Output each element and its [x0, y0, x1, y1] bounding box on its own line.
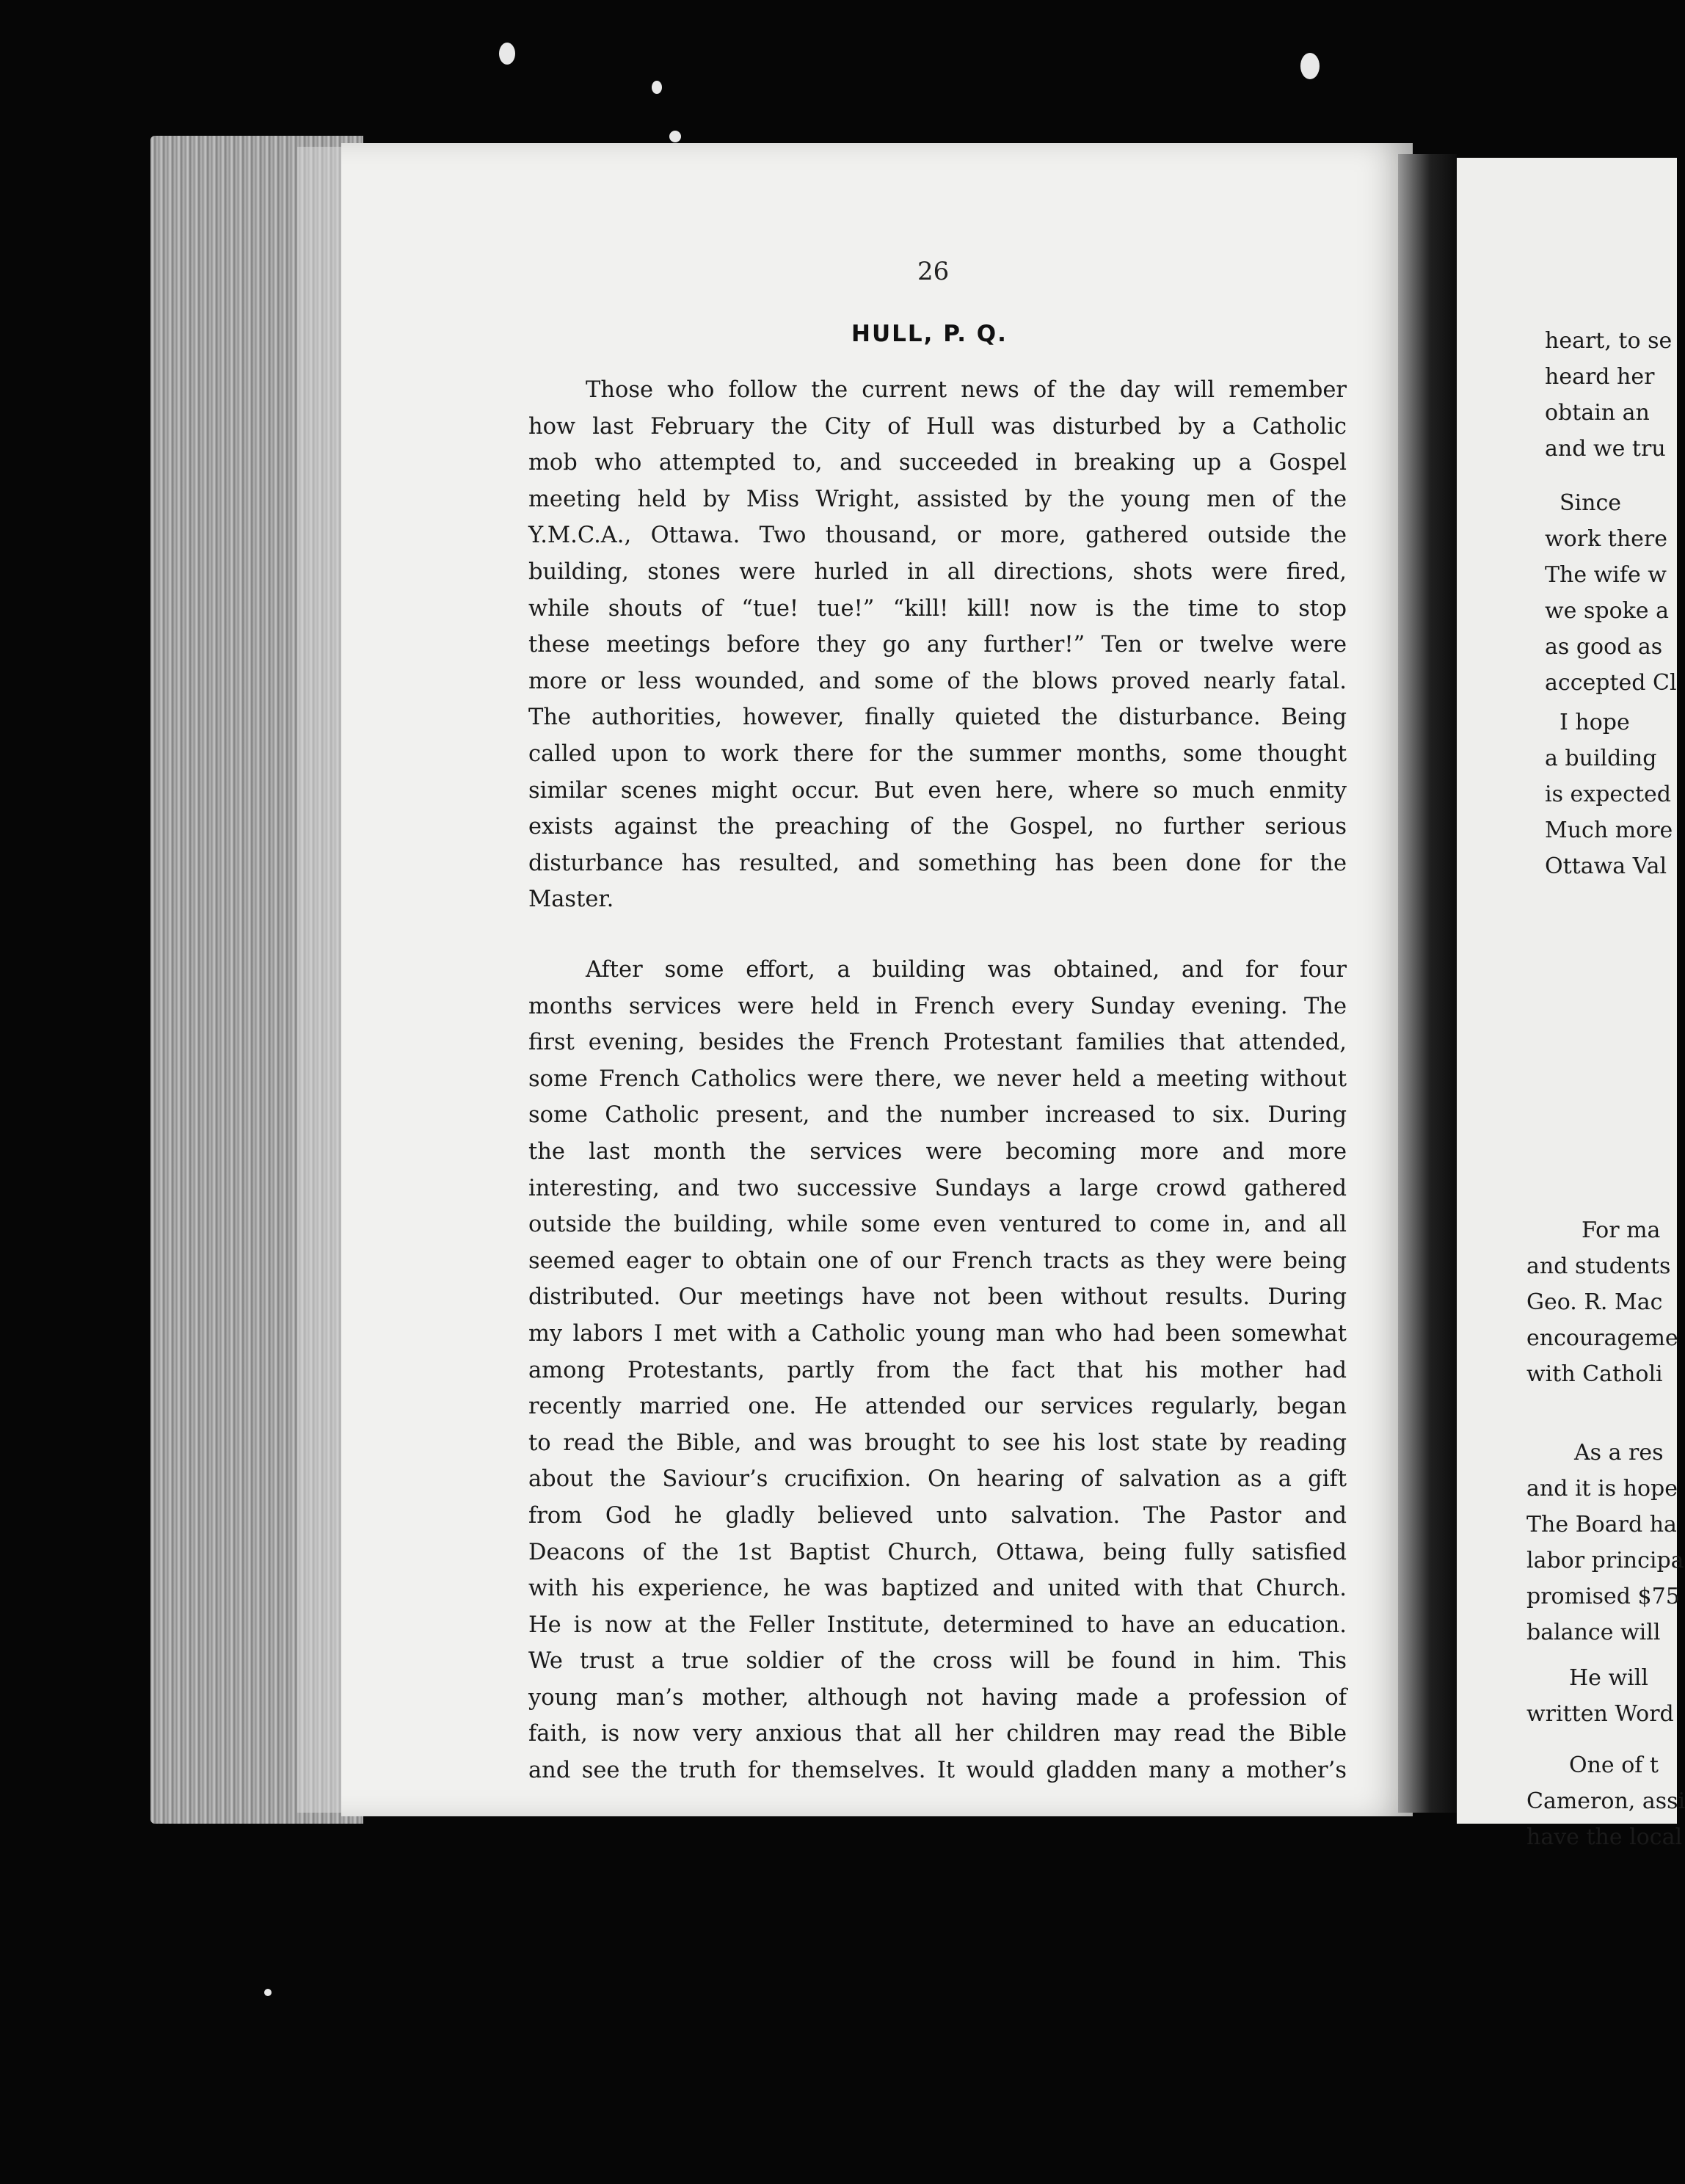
right-page-block-4 — [1526, 1212, 1678, 1392]
text-line: is expected — [1545, 782, 1671, 807]
text-line: outside the building, while some even ventured to come in, and all — [528, 1212, 1347, 1238]
text-line: obtain an — [1545, 400, 1650, 426]
text-line: I hope — [1560, 710, 1630, 735]
text-line: Y.M.C.A., Ottawa. Two thousand, or more, gathered outside the — [528, 523, 1347, 549]
text-line: about the Saviour’s crucifixion. On hearing of salvation as a gift — [528, 1466, 1347, 1493]
text-line: written Word — [1526, 1701, 1674, 1727]
text-line: the last month the services were becoming more and more — [528, 1138, 1347, 1165]
text-line: As a res — [1574, 1440, 1664, 1466]
text-line: Geo. R. Mac — [1526, 1289, 1663, 1315]
text-line: have the local — [1526, 1824, 1683, 1850]
text-line: called upon to work there for the summer months, some thought — [528, 740, 1347, 767]
text-line: we spoke a — [1545, 598, 1669, 624]
dust-speck — [669, 131, 681, 142]
text-line: Ottawa Val — [1545, 853, 1667, 879]
text-line: some Catholic present, and the number increased to six. During — [528, 1102, 1347, 1129]
text-line: After some effort, a building was obtained, and for four — [586, 957, 1347, 983]
text-line: The authorities, however, finally quieted the disturbance. Being — [528, 705, 1347, 731]
text-line: while shouts of “tue! tue!” “kill! kill! now is the time to stop — [528, 595, 1347, 622]
text-line: labor principa — [1526, 1548, 1684, 1573]
text-line: from God he gladly believed unto salvation. The Pastor and — [528, 1502, 1347, 1529]
text-line: mob who attempted to, and succeeded in breaking up a Gospel — [528, 450, 1347, 476]
text-line: promised $75 — [1526, 1584, 1680, 1609]
book-gutter — [1398, 154, 1457, 1813]
text-line: One of t — [1569, 1752, 1659, 1778]
right-page-block-3 — [1545, 705, 1673, 884]
text-line: months services were held in French every Sunday evening. The — [528, 993, 1347, 1019]
text-line: and students — [1526, 1253, 1671, 1279]
text-line: meeting held by Miss Wright, assisted by the young men of the — [528, 486, 1347, 512]
paragraph-1 — [528, 372, 1347, 918]
text-line: encourageme — [1526, 1325, 1678, 1351]
text-line: distributed. Our meetings have not been without results. During — [528, 1284, 1347, 1311]
text-line: some French Catholics were there, we never held a meeting without — [528, 1066, 1347, 1092]
text-line: He will — [1569, 1665, 1648, 1691]
text-line: and it is hope — [1526, 1476, 1678, 1502]
paragraph-2 — [528, 952, 1347, 1789]
right-page-block-6 — [1526, 1660, 1674, 1732]
text-line: exists against the preaching of the Gospel, no further serious — [528, 814, 1347, 840]
text-line: as good as — [1545, 634, 1663, 660]
right-page-block-2 — [1545, 485, 1677, 701]
page-heading: HULL, P. Q. — [851, 321, 1008, 347]
dust-speck — [652, 81, 662, 94]
text-line: recently married one. He attended our services regularly, began — [528, 1394, 1347, 1420]
text-line: work there — [1545, 526, 1668, 552]
text-line: building, stones were hurled in all directions, shots were fired, — [528, 558, 1347, 585]
text-line: young man’s mother, although not having made a profession of — [528, 1684, 1347, 1711]
book-page-edges-highlight — [297, 147, 341, 1813]
dust-speck — [499, 43, 515, 65]
text-line: similar scenes might occur. But even here, where so much enmity — [528, 777, 1347, 804]
text-line: Master. — [528, 887, 614, 913]
text-line: how last February the City of Hull was disturbed by a Catholic — [528, 413, 1347, 440]
text-line: heart, to se — [1545, 328, 1673, 354]
text-line: Deacons of the 1st Baptist Church, Ottawa, being fully satisfied — [528, 1539, 1347, 1565]
text-line: For ma — [1582, 1217, 1661, 1243]
text-line: balance will — [1526, 1620, 1661, 1645]
text-line: among Protestants, partly from the fact that his mother had — [528, 1357, 1347, 1383]
text-line: and see the truth for themselves. It would gladden many a mother’s — [528, 1758, 1347, 1784]
text-line: disturbance has resulted, and something has been done for the — [528, 850, 1347, 876]
page-number: 26 — [917, 257, 950, 286]
right-page-block-7 — [1526, 1747, 1685, 1855]
text-line: The wife w — [1545, 562, 1667, 588]
text-line: my labors I met with a Catholic young man who had been somewhat — [528, 1320, 1347, 1347]
text-line: first evening, besides the French Protestant families that attended, — [528, 1030, 1347, 1056]
text-line: The Board ha — [1526, 1512, 1677, 1537]
text-line: Cameron, assi — [1526, 1788, 1685, 1814]
text-line: He is now at the Feller Institute, determined to have an education. — [528, 1612, 1347, 1638]
text-line: Those who follow the current news of the day will remember — [586, 377, 1347, 403]
right-page-block-1 — [1545, 323, 1672, 467]
text-line: with Catholi — [1526, 1361, 1663, 1387]
text-line: to read the Bible, and was brought to see his lost state by reading — [528, 1430, 1347, 1456]
text-line: with his experience, he was baptized and united with that Church. — [528, 1576, 1347, 1602]
text-line: accepted Cl — [1545, 670, 1677, 696]
text-line: We trust a true soldier of the cross will be found in him. This — [528, 1648, 1347, 1675]
text-line: more or less wounded, and some of the blows proved nearly fatal. — [528, 668, 1347, 694]
text-line: seemed eager to obtain one of our French tracts as they were being — [528, 1248, 1347, 1274]
text-line: faith, is now very anxious that all her children may read the Bible — [528, 1721, 1347, 1747]
text-line: heard her — [1545, 364, 1655, 390]
dust-speck — [264, 1989, 272, 1996]
text-line: these meetings before they go any further!” Ten or twelve were — [528, 632, 1347, 658]
dust-speck — [1300, 53, 1320, 79]
text-line: Since — [1560, 490, 1622, 516]
text-line: Much more — [1545, 818, 1673, 843]
text-line: and we tru — [1545, 436, 1666, 462]
text-line: a building — [1545, 746, 1657, 771]
text-line: interesting, and two successive Sundays a large crowd gathered — [528, 1175, 1347, 1201]
right-page-block-5 — [1526, 1435, 1684, 1650]
